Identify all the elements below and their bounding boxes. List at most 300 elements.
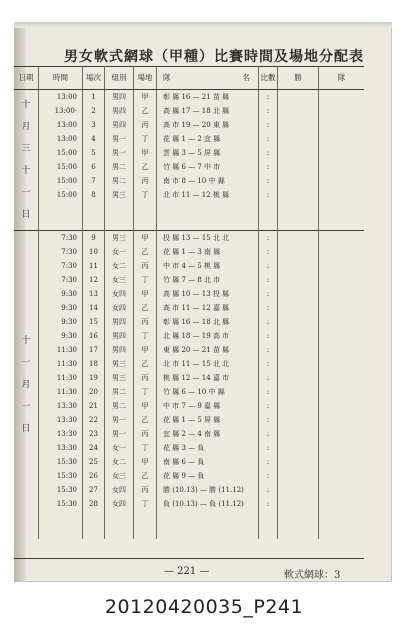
court-cell: 乙 <box>134 301 157 315</box>
scanned-page <box>14 22 392 582</box>
time-cell: 9:30 <box>39 287 83 301</box>
team-cell <box>319 160 365 174</box>
time-cell: 15:30 <box>39 469 83 483</box>
match-number-cell: 21 <box>83 399 105 413</box>
teams-cell: 中 市 4 — 5 桃 縣 <box>157 259 259 273</box>
score-cell: : <box>259 104 278 118</box>
date-char: 十 <box>21 100 31 110</box>
match-number-cell: 5 <box>83 146 105 160</box>
time-cell: 7:30 <box>39 259 83 273</box>
winner-cell <box>278 90 319 105</box>
time-cell: 13:00 <box>39 90 83 105</box>
court-cell: 甲 <box>134 287 157 301</box>
group-cell: 男三 <box>105 231 134 246</box>
match-number-cell: 28 <box>83 497 105 511</box>
winner-cell <box>278 259 319 273</box>
header-score: 比數 <box>259 67 278 90</box>
time-cell: 9:30 <box>39 301 83 315</box>
spacer-cell <box>105 216 134 231</box>
group-cell: 男一 <box>105 132 134 146</box>
winner-cell <box>278 399 319 413</box>
date-char: 月 <box>21 380 31 390</box>
date-char: 日 <box>21 210 31 220</box>
match-number-cell: 3 <box>83 118 105 132</box>
schedule-table <box>14 66 364 539</box>
spacer-cell <box>278 525 319 539</box>
court-cell: 丁 <box>134 329 157 343</box>
court-cell: 甲 <box>134 90 157 105</box>
group-cell: 男四 <box>105 118 134 132</box>
teams-cell: 高 縣 17 — 18 北 縣 <box>157 104 259 118</box>
team-cell <box>319 455 365 469</box>
time-cell: 13:30 <box>39 399 83 413</box>
team-cell <box>319 273 365 287</box>
group-cell: 女四 <box>105 287 134 301</box>
match-number-cell: 13 <box>83 287 105 301</box>
teams-cell: 花 縣 1 — 2 宜 縣 <box>157 132 259 146</box>
team-cell <box>319 315 365 329</box>
time-cell: 11:30 <box>39 385 83 399</box>
teams-cell: 花 縣 1 — 3 南 縣 <box>157 245 259 259</box>
date-oct-31 <box>14 90 39 231</box>
winner-cell <box>278 188 319 202</box>
winner-cell <box>278 287 319 301</box>
group-cell: 女二 <box>105 455 134 469</box>
time-cell: 7:30 <box>39 245 83 259</box>
court-cell: 乙 <box>134 357 157 371</box>
teams-cell: 宜 縣 2 — 4 南 縣 <box>157 427 259 441</box>
court-cell: 乙 <box>134 245 157 259</box>
match-number-cell: 1 <box>83 90 105 105</box>
match-number-cell: 14 <box>83 301 105 315</box>
spacer-cell <box>105 511 134 525</box>
time-cell: 13:30 <box>39 413 83 427</box>
match-number-cell: 16 <box>83 329 105 343</box>
winner-cell <box>278 441 319 455</box>
score-cell: : <box>259 160 278 174</box>
running-head: 軟式網球：3 <box>284 570 341 581</box>
time-cell: 9:30 <box>39 315 83 329</box>
teams-cell: 高 縣 10 — 13 投 縣 <box>157 287 259 301</box>
spacer-cell <box>259 525 278 539</box>
score-cell: : <box>259 385 278 399</box>
teams-cell: 中 市 7 — 9 嘉 縣 <box>157 399 259 413</box>
page-top-edge <box>14 22 392 28</box>
teams-cell: 竹 縣 6 — 10 中 縣 <box>157 385 259 399</box>
spacer-cell <box>39 525 83 539</box>
winner-cell <box>278 497 319 511</box>
teams-cell: 彰 縣 16 — 21 苗 縣 <box>157 90 259 105</box>
teams-cell: 北 縣 18 — 19 高 市 <box>157 329 259 343</box>
table-row <box>14 469 364 483</box>
score-cell: : <box>259 174 278 188</box>
date-char: 十 <box>21 166 31 176</box>
court-cell: 丁 <box>134 441 157 455</box>
winner-cell <box>278 427 319 441</box>
header-teams <box>157 67 259 90</box>
spacer-cell <box>105 525 134 539</box>
group-cell: 女四 <box>105 497 134 511</box>
score-cell: : <box>259 231 278 246</box>
table-row <box>14 90 364 105</box>
group-cell: 女三 <box>105 273 134 287</box>
winner-cell <box>278 273 319 287</box>
match-number-cell: 24 <box>83 441 105 455</box>
group-cell: 女三 <box>105 469 134 483</box>
match-number-cell: 11 <box>83 259 105 273</box>
time-cell: 13:00· <box>39 104 83 118</box>
spacer-cell <box>105 202 134 216</box>
match-number-cell: 9 <box>83 231 105 246</box>
court-cell: 丙 <box>134 371 157 385</box>
spacer-cell <box>319 525 365 539</box>
time-cell: 15:30 <box>39 483 83 497</box>
score-cell: : <box>259 315 278 329</box>
table-row <box>14 441 364 455</box>
team-cell <box>319 357 365 371</box>
spacer-cell <box>278 202 319 216</box>
spacer-row <box>14 525 364 539</box>
time-cell: 13:00 <box>39 118 83 132</box>
court-cell: 丁 <box>134 273 157 287</box>
group-cell: 男二 <box>105 160 134 174</box>
header-time: 時間 <box>39 67 83 90</box>
group-cell: 男三 <box>105 357 134 371</box>
time-cell: 15:00 <box>39 146 83 160</box>
court-cell: 丁 <box>134 188 157 202</box>
spacer-cell <box>319 216 365 231</box>
team-cell <box>319 343 365 357</box>
score-cell: : <box>259 287 278 301</box>
score-cell: : <box>259 371 278 385</box>
group-cell: 女一 <box>105 245 134 259</box>
header-match-number: 場次 <box>83 67 105 90</box>
score-cell: : <box>259 259 278 273</box>
score-cell: : <box>259 497 278 511</box>
score-cell: : <box>259 357 278 371</box>
team-cell <box>319 90 365 105</box>
spacer-cell <box>259 511 278 525</box>
group-cell: 女一 <box>105 441 134 455</box>
table-row <box>14 273 364 287</box>
spacer-cell <box>134 216 157 231</box>
group-cell: 男一 <box>105 413 134 427</box>
time-cell: 7:30 <box>39 273 83 287</box>
spacer-cell <box>39 202 83 216</box>
winner-cell <box>278 231 319 246</box>
spacer-cell <box>157 202 259 216</box>
winner-cell <box>278 483 319 497</box>
time-cell: 11:30 <box>39 371 83 385</box>
table-row <box>14 174 364 188</box>
team-cell <box>319 399 365 413</box>
teams-cell: 高 市 11 — 12 嘉 縣 <box>157 301 259 315</box>
spacer-cell <box>259 202 278 216</box>
table-row <box>14 104 364 118</box>
spacer-cell <box>39 511 83 525</box>
winner-cell <box>278 385 319 399</box>
match-number-cell: 6 <box>83 160 105 174</box>
match-number-cell: 4 <box>83 132 105 146</box>
court-cell: 丙 <box>134 315 157 329</box>
page-number: — 221 — <box>164 566 210 577</box>
time-cell: 7:30 <box>39 231 83 246</box>
team-cell <box>319 188 365 202</box>
winner-cell <box>278 132 319 146</box>
table-row <box>14 132 364 146</box>
table-header-row <box>14 67 364 90</box>
court-cell: 丙 <box>134 118 157 132</box>
date-char: 一 <box>21 188 31 198</box>
table-row <box>14 357 364 371</box>
score-cell: : <box>259 273 278 287</box>
winner-cell <box>278 413 319 427</box>
score-cell: : <box>259 413 278 427</box>
table-row <box>14 259 364 273</box>
match-number-cell: 2 <box>83 104 105 118</box>
court-cell: 乙 <box>134 104 157 118</box>
time-cell: 15:00 <box>39 174 83 188</box>
court-cell: 甲 <box>134 343 157 357</box>
table-row <box>14 455 364 469</box>
court-cell: 甲 <box>134 146 157 160</box>
table-row <box>14 245 364 259</box>
team-cell <box>319 287 365 301</box>
winner-cell <box>278 357 319 371</box>
table-row <box>14 188 364 202</box>
page-title: 男女軟式網球（甲種）比賽時間及場地分配表 <box>64 49 364 65</box>
winner-cell <box>278 315 319 329</box>
group-cell: 女二 <box>105 259 134 273</box>
team-cell <box>319 301 365 315</box>
winner-cell <box>278 329 319 343</box>
image-caption: 20120420035_P241 <box>104 596 304 618</box>
group-cell: 男四 <box>105 329 134 343</box>
winner-cell <box>278 174 319 188</box>
team-cell <box>319 132 365 146</box>
date-char: 一 <box>21 402 31 412</box>
score-cell: : <box>259 469 278 483</box>
team-cell <box>319 146 365 160</box>
winner-cell <box>278 146 319 160</box>
table-row <box>14 301 364 315</box>
teams-cell: 桃 縣 12 — 14 嘉 市 <box>157 371 259 385</box>
spacer-cell <box>259 216 278 231</box>
spacer-cell <box>134 525 157 539</box>
score-cell: : <box>259 245 278 259</box>
score-cell: : <box>259 90 278 105</box>
spacer-cell <box>83 216 105 231</box>
court-cell: 丁 <box>134 132 157 146</box>
teams-cell: 高 市 19 — 20 東 縣 <box>157 118 259 132</box>
table-row <box>14 160 364 174</box>
date-char: 十 <box>21 336 31 346</box>
winner-cell <box>278 455 319 469</box>
table-row <box>14 287 364 301</box>
time-cell: 11:30 <box>39 343 83 357</box>
group-cell: 男四 <box>105 90 134 105</box>
teams-cell: 東 縣 20 — 21 苗 縣 <box>157 343 259 357</box>
group-cell: 男四 <box>105 104 134 118</box>
table-row <box>14 497 364 511</box>
winner-cell <box>278 245 319 259</box>
team-cell <box>319 329 365 343</box>
score-cell: : <box>259 483 278 497</box>
time-cell: 15:00 <box>39 160 83 174</box>
team-cell <box>319 385 365 399</box>
court-cell: 丙 <box>134 174 157 188</box>
time-cell: 15:00 <box>39 188 83 202</box>
group-cell: 女四 <box>105 301 134 315</box>
match-number-cell: 10 <box>83 245 105 259</box>
score-cell: : <box>259 329 278 343</box>
teams-cell: 南 市 8 — 10 中 縣 <box>157 174 259 188</box>
match-number-cell: 23 <box>83 427 105 441</box>
match-number-cell: 7 <box>83 174 105 188</box>
team-cell <box>319 104 365 118</box>
score-cell: : <box>259 441 278 455</box>
time-cell: 9:30 <box>39 329 83 343</box>
spacer-cell <box>319 511 365 525</box>
date-nov-1 <box>14 231 39 540</box>
teams-cell: 投 縣 13 — 15 北 北 <box>157 231 259 246</box>
spacer-row <box>14 511 364 525</box>
group-cell: 男二 <box>105 174 134 188</box>
group-cell: 男二 <box>105 399 134 413</box>
date-char: 月 <box>21 122 31 132</box>
spacer-cell <box>39 216 83 231</box>
time-cell: 13:00 <box>39 132 83 146</box>
group-cell: 男二 <box>105 385 134 399</box>
match-number-cell: 26 <box>83 469 105 483</box>
score-cell: : <box>259 301 278 315</box>
match-number-cell: 22 <box>83 413 105 427</box>
match-number-cell: 27 <box>83 483 105 497</box>
winner-cell <box>278 371 319 385</box>
court-cell: 丁 <box>134 497 157 511</box>
teams-cell: 彰 縣 16 — 18 北 縣 <box>157 315 259 329</box>
score-cell: : <box>259 343 278 357</box>
teams-cell: 花 縣 3 — 負 <box>157 441 259 455</box>
team-cell <box>319 497 365 511</box>
table-row <box>14 413 364 427</box>
date-char: 三 <box>21 144 31 154</box>
spacer-cell <box>83 511 105 525</box>
table-row <box>14 399 364 413</box>
winner-cell <box>278 469 319 483</box>
court-cell: 丙 <box>134 427 157 441</box>
court-cell: 甲 <box>134 399 157 413</box>
court-cell: 乙 <box>134 160 157 174</box>
header-team-left: 隊 <box>163 73 171 83</box>
spacer-cell <box>278 511 319 525</box>
court-cell: 丙 <box>134 483 157 497</box>
header-date: 日期 <box>14 67 39 90</box>
court-cell: 丁 <box>134 385 157 399</box>
table-row <box>14 146 364 160</box>
spacer-cell <box>134 202 157 216</box>
winner-cell <box>278 160 319 174</box>
day2-rows <box>14 231 364 540</box>
court-cell: 甲 <box>134 231 157 246</box>
teams-cell: 南 縣 6 — 負 <box>157 455 259 469</box>
bottom-rule <box>14 558 364 559</box>
spacer-cell <box>83 525 105 539</box>
teams-cell: 勝 (10.13) — 勝 (11.12) <box>157 483 259 497</box>
score-cell: : <box>259 146 278 160</box>
spacer-cell <box>319 202 365 216</box>
table-row <box>14 385 364 399</box>
table-row <box>14 371 364 385</box>
winner-cell <box>278 118 319 132</box>
spacer-cell <box>278 216 319 231</box>
court-cell: 乙 <box>134 469 157 483</box>
date-char: 日 <box>21 424 31 434</box>
time-cell: 15:30 <box>39 455 83 469</box>
group-cell: 男四 <box>105 343 134 357</box>
spacer-cell <box>157 511 259 525</box>
spacer-cell <box>157 216 259 231</box>
group-cell: 男一 <box>105 146 134 160</box>
time-cell: 11:30 <box>39 357 83 371</box>
winner-cell <box>278 104 319 118</box>
group-cell: 男四 <box>105 315 134 329</box>
match-number-cell: 17 <box>83 343 105 357</box>
header-team-right: 名 <box>242 73 250 83</box>
score-cell: : <box>259 188 278 202</box>
spacer-cell <box>83 202 105 216</box>
time-cell: 15:30 <box>39 497 83 511</box>
day1-rows <box>14 90 364 231</box>
team-cell <box>319 118 365 132</box>
match-number-cell: 18 <box>83 357 105 371</box>
teams-cell: 負 (10.13) — 負 (11.12) <box>157 497 259 511</box>
team-cell <box>319 371 365 385</box>
team-cell <box>319 483 365 497</box>
teams-cell: 竹 縣 6 — 7 中 市 <box>157 160 259 174</box>
court-cell: 乙 <box>134 413 157 427</box>
group-cell: 女四 <box>105 483 134 497</box>
header-group: 組別 <box>105 67 134 90</box>
score-cell: : <box>259 455 278 469</box>
team-cell <box>319 427 365 441</box>
time-cell: 13:30 <box>39 427 83 441</box>
team-cell <box>319 413 365 427</box>
score-cell: : <box>259 427 278 441</box>
score-cell: : <box>259 132 278 146</box>
table-row <box>14 343 364 357</box>
table-row <box>14 231 364 246</box>
team-cell <box>319 174 365 188</box>
table-row <box>14 427 364 441</box>
score-cell: : <box>259 399 278 413</box>
table-row <box>14 329 364 343</box>
winner-cell <box>278 343 319 357</box>
team-cell <box>319 231 365 246</box>
teams-cell: 竹 縣 7 — 8 北 市 <box>157 273 259 287</box>
spacer-row <box>14 216 364 231</box>
spacer-cell <box>134 511 157 525</box>
group-cell: 男一 <box>105 427 134 441</box>
teams-cell: 花 縣 1 — 5 屏 縣 <box>157 413 259 427</box>
match-number-cell: 8 <box>83 188 105 202</box>
date-char: 一 <box>21 358 31 368</box>
teams-cell: 北 市 11 — 15 北 北 <box>157 357 259 371</box>
teams-cell: 北 市 11 — 12 桃 縣 <box>157 188 259 202</box>
table-row <box>14 315 364 329</box>
team-cell <box>319 441 365 455</box>
match-number-cell: 25 <box>83 455 105 469</box>
